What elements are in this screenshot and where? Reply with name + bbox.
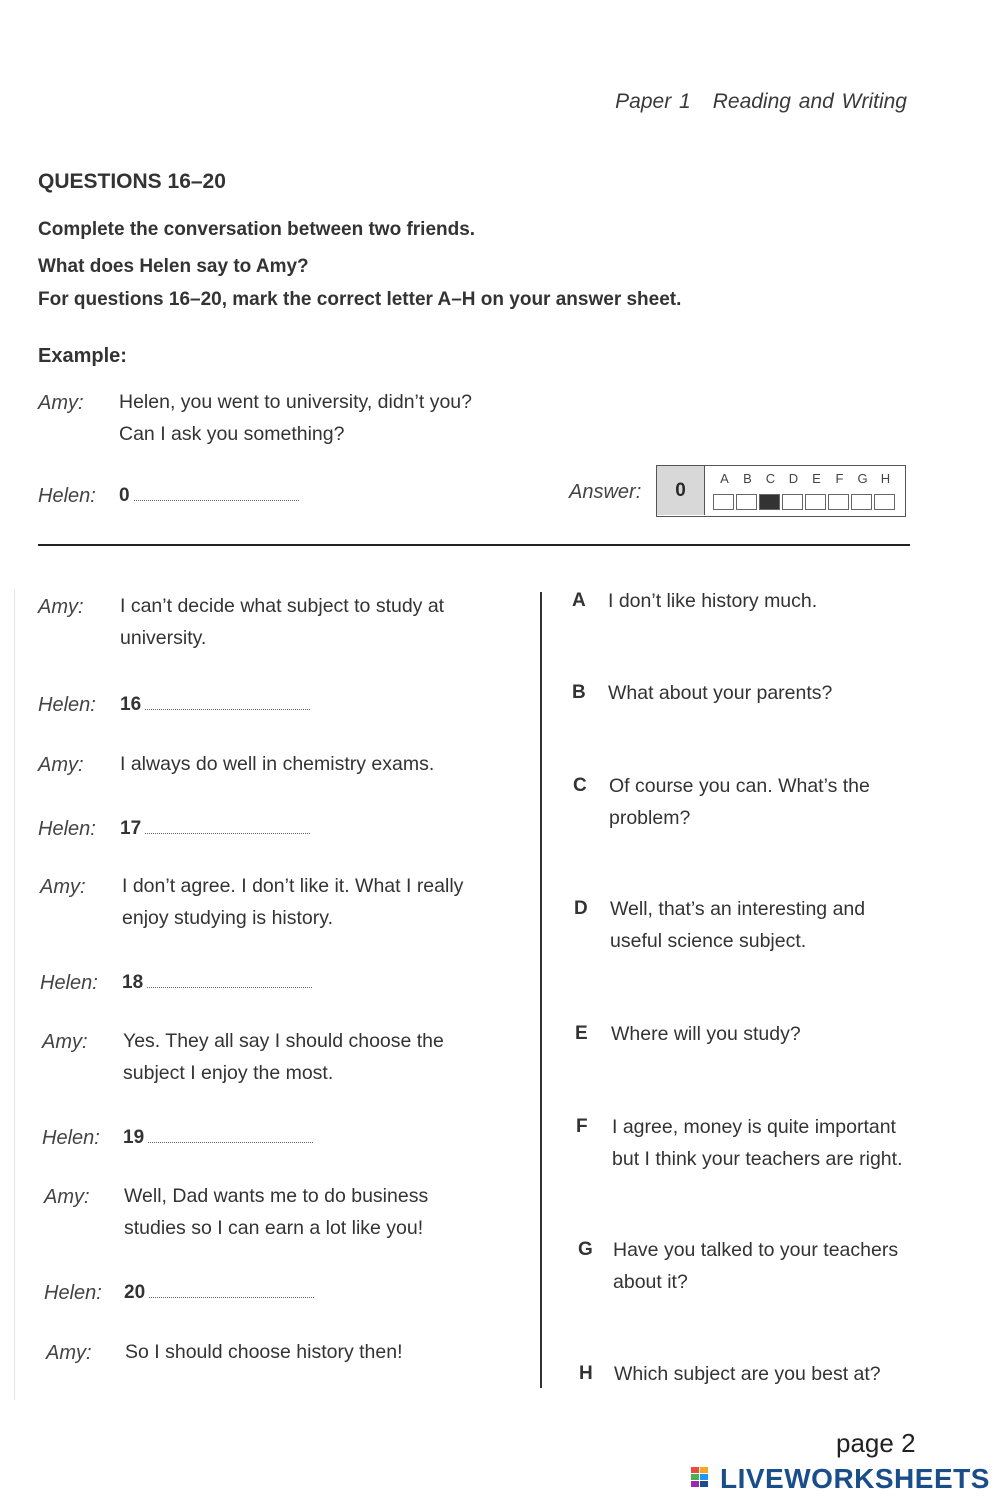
answer-letter: G — [857, 471, 868, 486]
question-number: 20 — [124, 1282, 146, 1303]
answer-box-d[interactable] — [782, 494, 803, 510]
scan-edge — [14, 590, 15, 1400]
option-text-h: Which subject are you best at? — [614, 1363, 881, 1385]
question-number: 19 — [123, 1127, 145, 1148]
dialogue-line: I don’t agree. I don’t like it. What I really — [122, 875, 464, 897]
question-18-answer[interactable] — [122, 972, 312, 994]
instruction-1: Complete the conversation between two friends. — [38, 219, 476, 240]
dialogue-line: Well, Dad wants me to do business — [124, 1185, 429, 1207]
answer-box-h[interactable] — [874, 494, 895, 510]
dialogue-speaker: Amy: — [38, 596, 84, 618]
option-text-f: I agree, money is quite important — [612, 1116, 896, 1138]
dialogue-speaker: Helen: — [38, 694, 96, 716]
paper-header — [615, 90, 907, 114]
example-label: Example: — [38, 345, 127, 367]
option-text-d: useful science subject. — [610, 930, 807, 952]
example-amy-line-2: Can I ask you something? — [119, 423, 345, 445]
question-20-answer[interactable] — [124, 1282, 314, 1304]
dialogue-line: studies so I can earn a lot like you! — [124, 1217, 424, 1239]
question-16-answer[interactable] — [120, 694, 310, 716]
answer-dots — [149, 1285, 314, 1298]
section-divider — [38, 544, 910, 546]
option-letter-d: D — [574, 898, 588, 919]
answer-box — [656, 465, 906, 517]
option-text-g: about it? — [613, 1271, 688, 1293]
option-text-g: Have you talked to your teachers — [613, 1239, 899, 1261]
example-amy-line-1: Helen, you went to university, didn’t you? — [119, 391, 472, 413]
option-text-c: Of course you can. What’s the — [609, 775, 870, 797]
dialogue-line: university. — [120, 627, 207, 649]
dialogue-speaker: Amy: — [42, 1031, 88, 1053]
question-17-answer[interactable] — [120, 818, 310, 840]
option-text-f: but I think your teachers are right. — [612, 1148, 903, 1170]
dialogue-speaker: Amy: — [44, 1186, 90, 1208]
option-text-d: Well, that’s an interesting and — [610, 898, 866, 920]
dialogue-line: I can’t decide what subject to study at — [120, 595, 445, 617]
dialogue-line: So I should choose history then! — [125, 1341, 403, 1363]
answer-letter: F — [835, 471, 844, 486]
answer-letter: D — [788, 471, 799, 486]
option-letter-g: G — [578, 1239, 593, 1260]
dialogue-speaker: Helen: — [40, 972, 98, 994]
example-answer-line — [119, 485, 299, 507]
question-19-answer[interactable] — [123, 1127, 313, 1149]
dialogue-speaker: Amy: — [40, 876, 86, 898]
answer-letter: B — [743, 471, 752, 486]
answer-letter: C — [765, 471, 776, 486]
answer-dots — [147, 975, 312, 988]
question-number: 16 — [120, 694, 142, 715]
answer-dots — [134, 488, 299, 501]
example-helen-speaker: Helen: — [38, 485, 96, 507]
dialogue-speaker: Helen: — [44, 1282, 102, 1304]
option-letter-a: A — [572, 590, 586, 611]
brand-logo[interactable] — [690, 1463, 990, 1495]
answer-letter: E — [812, 471, 821, 486]
dialogue-speaker: Amy: — [46, 1342, 92, 1364]
instruction-2: What does Helen say to Amy? — [38, 256, 309, 277]
option-letter-b: B — [572, 682, 586, 703]
dialogue-speaker: Helen: — [42, 1127, 100, 1149]
instruction-3: For questions 16–20, mark the correct letter A–H on your answer sheet. — [38, 289, 682, 310]
option-text-a: I don’t like history much. — [608, 590, 818, 612]
answer-dots — [145, 821, 310, 834]
example-number: 0 — [119, 485, 130, 506]
brand-name: LIVEWORKSHEETS — [720, 1463, 990, 1494]
example-amy-speaker: Amy: — [38, 392, 84, 414]
question-number: 18 — [122, 972, 144, 993]
dialogue-line: Yes. They all say I should choose the — [123, 1030, 444, 1052]
answer-letter: A — [720, 471, 729, 486]
answer-checkboxes — [713, 494, 897, 512]
option-letter-e: E — [575, 1023, 588, 1044]
dialogue-line: I always do well in chemistry exams. — [120, 753, 435, 775]
answer-box-g[interactable] — [851, 494, 872, 510]
paper-section: Reading and Writing — [712, 90, 907, 113]
answer-box-e[interactable] — [805, 494, 826, 510]
questions-title: QUESTIONS 16–20 — [38, 170, 226, 193]
option-letter-h: H — [579, 1363, 593, 1384]
answer-box-b[interactable] — [736, 494, 757, 510]
answer-letter: H — [880, 471, 891, 486]
option-text-b: What about your parents? — [608, 682, 833, 704]
dialogue-line: subject I enjoy the most. — [123, 1062, 334, 1084]
answer-box-a[interactable] — [713, 494, 734, 510]
answer-label: Answer: — [569, 481, 642, 503]
option-text-c: problem? — [609, 807, 691, 829]
question-number: 17 — [120, 818, 142, 839]
answer-dots — [148, 1130, 313, 1143]
answer-box-c[interactable] — [759, 494, 780, 510]
paper-number: Paper 1 — [615, 90, 691, 113]
answer-box-f[interactable] — [828, 494, 849, 510]
dialogue-speaker: Amy: — [38, 754, 84, 776]
dialogue-speaker: Helen: — [38, 818, 96, 840]
answer-dots — [145, 697, 310, 710]
answer-example-number: 0 — [657, 466, 705, 515]
answer-letters — [713, 471, 897, 486]
option-text-e: Where will you study? — [611, 1023, 801, 1045]
option-letter-c: C — [573, 775, 587, 796]
column-divider — [540, 592, 542, 1388]
page-number: page 2 — [836, 1428, 916, 1458]
dialogue-line: enjoy studying is history. — [122, 907, 333, 929]
liveworksheets-logo-icon — [690, 1465, 718, 1489]
option-letter-f: F — [576, 1116, 588, 1137]
